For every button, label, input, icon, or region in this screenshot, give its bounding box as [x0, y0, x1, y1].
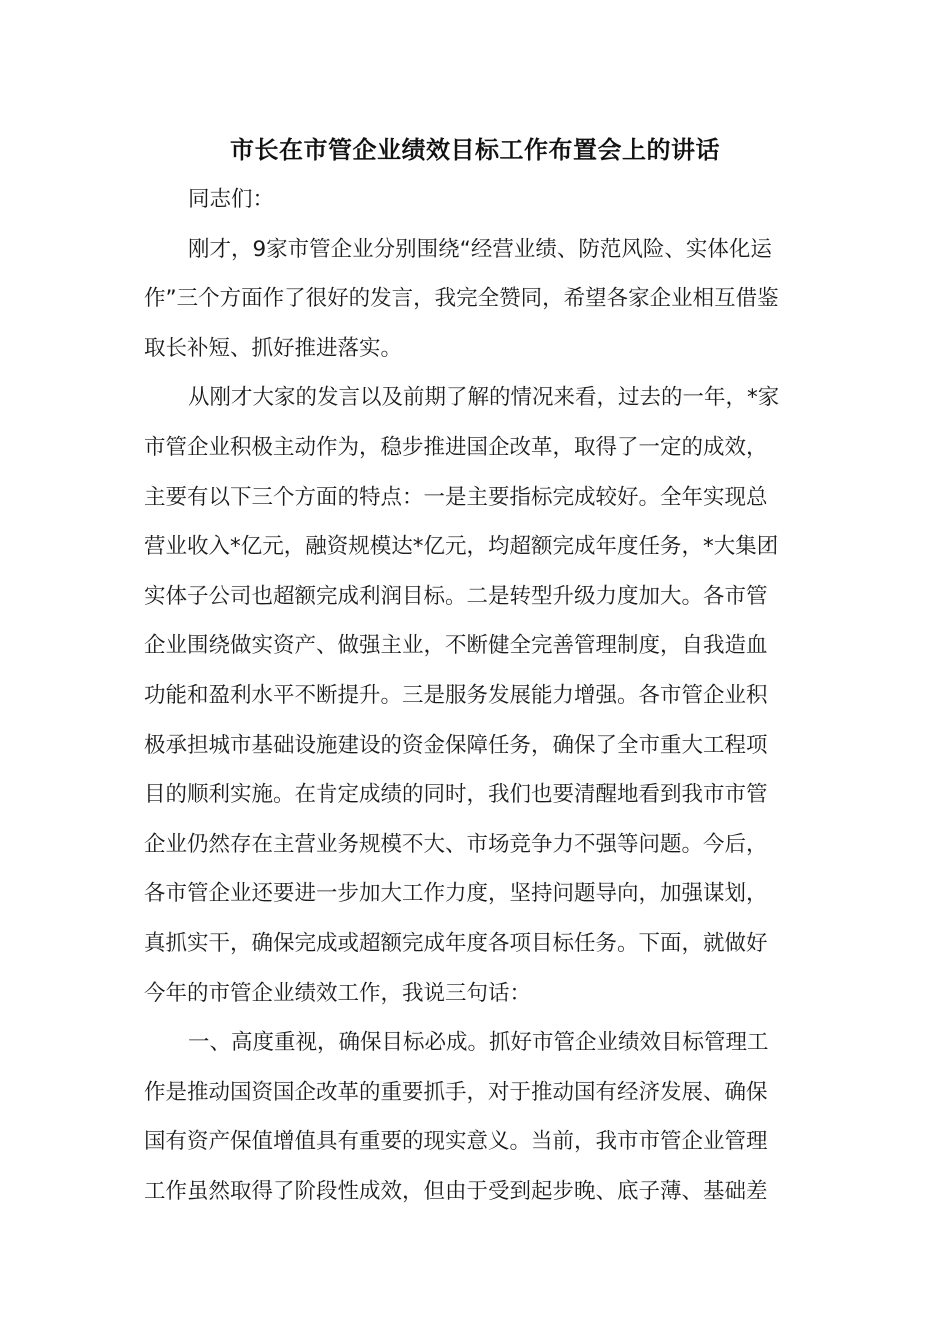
document-body — [144, 175, 810, 1216]
text-line: 功能和盈利水平不断提升。三是服务发展能力增强。各市管企业积 — [144, 682, 768, 708]
text-line: 国有资产保值增值具有重要的现实意义。当前，我市市管企业管理 — [144, 1129, 768, 1155]
text-line: 同志们： — [188, 187, 275, 212]
text-line: 取长补短、抓好推进落实。 — [144, 335, 403, 361]
text-line: 企业仍然存在主营业务规模不大、市场竞争力不强等问题。今后， — [144, 831, 768, 857]
text-line: 市管企业积极主动作为，稳步推进国企改革，取得了一定的成效， — [144, 434, 768, 460]
text-line: 刚才，9家市管企业分别围绕“经营业绩、防范风险、实体化运 — [188, 236, 772, 262]
text-line: 企业围绕做实资产、做强主业，不断健全完善管理制度，自我造血 — [144, 633, 768, 659]
text-line: 一、高度重视，确保目标必成。抓好市管企业绩效目标管理工 — [188, 1030, 769, 1056]
text-line: 从刚才大家的发言以及前期了解的情况来看，过去的一年，*家 — [188, 385, 780, 411]
text-line: 主要有以下三个方面的特点：一是主要指标完成较好。全年实现总 — [144, 484, 768, 510]
text-line: 目的顺利实施。在肯定成绩的同时，我们也要清醒地看到我市市管 — [144, 782, 768, 808]
document-title: 市长在市管企业绩效目标工作布置会上的讲话 — [230, 136, 720, 164]
text-line: 今年的市管企业绩效工作，我说三句话： — [144, 980, 532, 1006]
text-line: 极承担城市基础设施建设的资金保障任务，确保了全市重大工程项 — [144, 732, 768, 758]
text-line: 各市管企业还要进一步加大工作力度，坚持问题导向，加强谋划， — [144, 881, 768, 907]
text-line: 作是推动国资国企改革的重要抓手，对于推动国有经济发展、确保 — [144, 1079, 768, 1105]
text-line: 实体子公司也超额完成利润目标。二是转型升级力度加大。各市管 — [144, 583, 768, 609]
text-line: 工作虽然取得了阶段性成效，但由于受到起步晚、底子薄、基础差 — [144, 1178, 768, 1204]
text-line: 真抓实干，确保完成或超额完成年度各项目标任务。下面，就做好 — [144, 930, 768, 956]
text-line: 作”三个方面作了很好的发言，我完全赞同，希望各家企业相互借鉴 — [144, 286, 779, 312]
text-line: 营业收入*亿元，融资规模达*亿元，均超额完成年度任务，*大集团 — [144, 534, 779, 560]
